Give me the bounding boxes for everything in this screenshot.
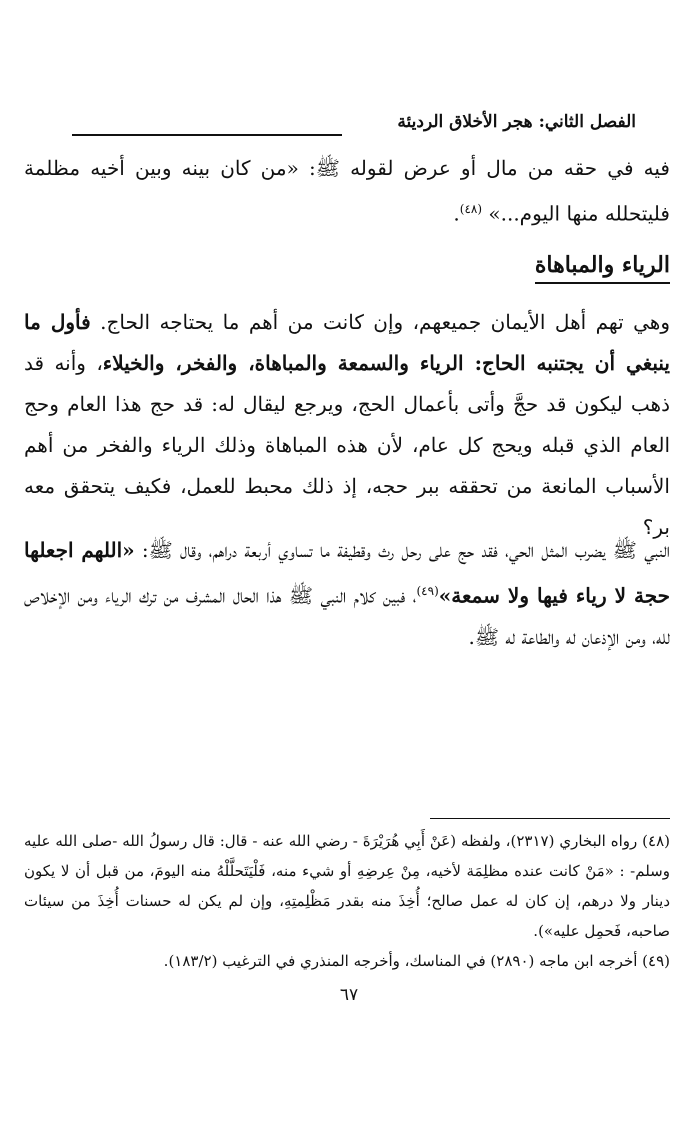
continuation-paragraph (24, 148, 670, 235)
prophet-dua-quote: «اللهم اجعلها حجة لا رياء فيها ولا سمعة» (24, 538, 671, 608)
prophet-text-1: النبي ﷺ يضرب المثل الحي، فقد حج على رحل رث وقطيفة ما تساوي أربعة دراهم، وقال ﷺ: (134, 538, 670, 562)
header-rule (72, 134, 342, 136)
prophet-text-2: ، فبين كلام النبي ﷺ هذا الحال المشرف من ترك الرياء ومن الإخلاص لله، ومن الإذعان له والطاعة له ﷺ. (24, 583, 670, 649)
continuation-text: فيه في حقه من مال أو عرض لقوله ﷺ: «من كان بينه وبين أخيه مظلمة فليتحلله منها اليوم...» (24, 156, 670, 226)
footnote-ref-48: (٤٨) (459, 202, 483, 216)
footnotes (24, 826, 670, 976)
riya-text-1: وهي تهم أهل الأيمان جميعهم، وإن كانت من أهم ما يحتاجه الحاج. (100, 310, 670, 334)
page-number: ٦٧ (339, 985, 359, 1005)
footnote-separator (430, 818, 670, 819)
section-heading: الرياء والمباهاة (535, 248, 670, 284)
chapter-title: الفصل الثاني: هجر الأخلاق الرديئة (397, 112, 636, 132)
prophet-paragraph (24, 530, 670, 658)
riya-bold-text: فأول ما ينبغي أن يجتنبه الحاج: الرياء والسمعة والمباهاة، والفخر، والخيلاء (24, 310, 671, 375)
footnote-ref-49: (٤٩) (416, 584, 439, 598)
continuation-end: . (453, 201, 460, 226)
footnote-49: (٤٩) أخرجه ابن ماجه (٢٨٩٠) في المناسك، وأخرجه المنذري في الترغيب (١٨٣/٢). (163, 952, 670, 970)
riya-text-2: ، وأنه قد ذهب ليكون قد حجَّ وأتى بأعمال الحج، ويرجع ليقال له: قد حج هذا العام وحج العام الذي قبله ويحج كل عام، لأن هذه المباهاة وذلك الرياء والفخر من أهم الأسباب المانعة من تحققه ببر حجه، إذ ذلك محبط للعمل، فكيف يتحقق معه بر؟ (24, 351, 670, 539)
footnote-48: (٤٨) رواه البخاري (٢٣١٧)، ولفظه (عَنْ أَبِي هُرَيْرَةَ - رضي الله عنه - قال: قال رسولُ الله -صلى الله عليه وسلم- : «مَنْ كانت عنده مظلِمَة لأخيه، مِنْ عِرضِهِ أو شيء منه، فَلْيَتَحلَّلْهُ منه اليومَ، من قبل أن لا يكون دينار ولا درهم، إن كان له عمل صالح؛ أُخِذَ منه بقدر مَظْلِمتِهِ، وإن لم يكن له حسنات أُخِذَ من سيئات صاحبه، فَحمِل عليه»). (24, 832, 671, 940)
running-header (72, 112, 636, 140)
riya-paragraph (24, 302, 670, 548)
